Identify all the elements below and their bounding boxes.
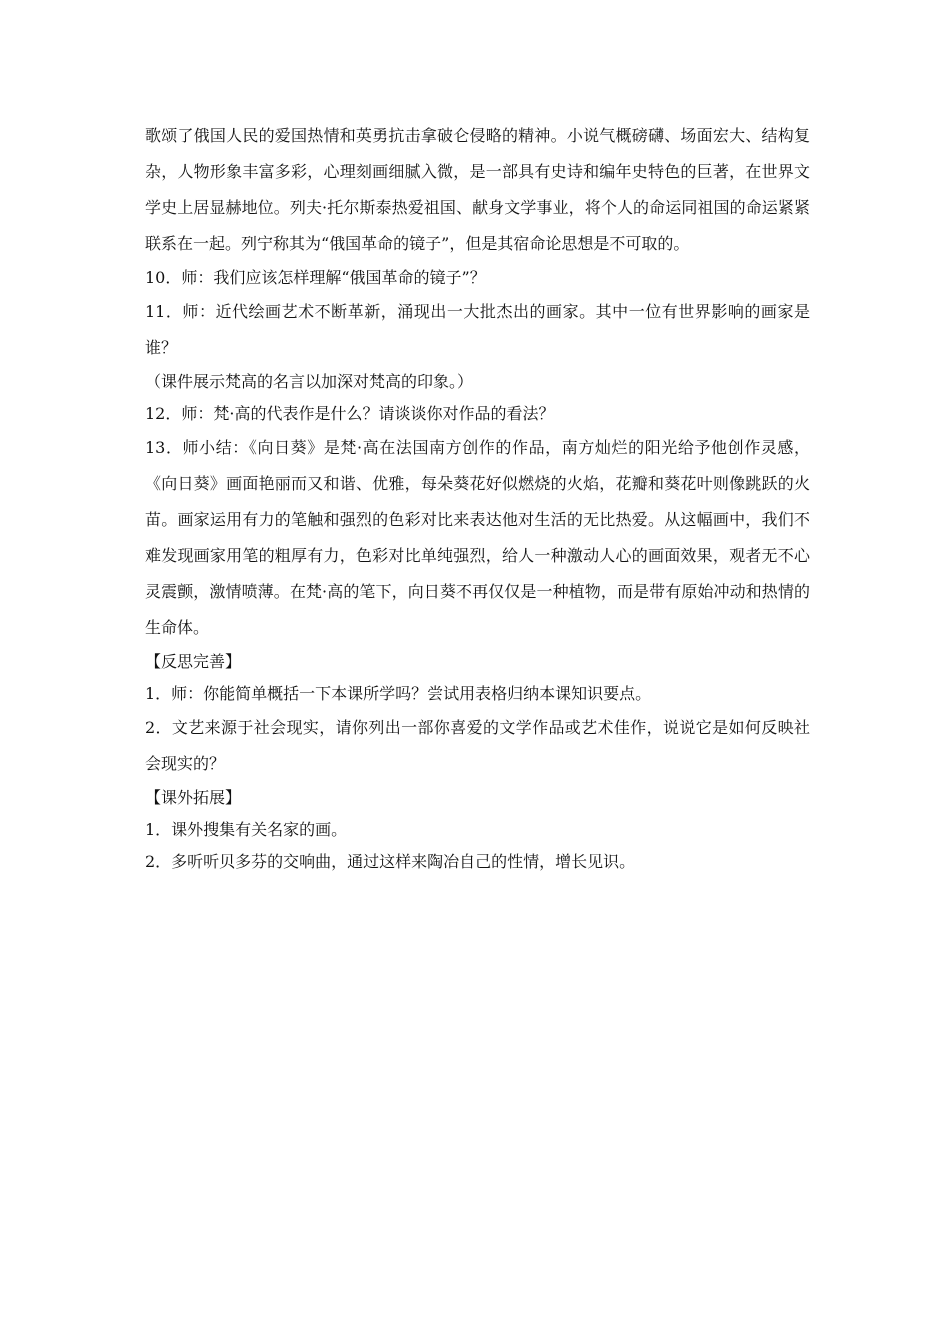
item-13: 13．师小结：《向日葵》是梵·高在法国南方创作的作品，南方灿烂的阳光给予他创作灵感，《向日葵》画面艳丽而又和谐、优雅，每朵葵花好似燃烧的火焰，花瓣和葵花叶则像跳跃的火苗。画家运用有力的笔触和强烈的色彩对比来表达他对生活的无比热爱。从这幅画中，我们不难发现画家用笔的粗厚有力，色彩对比单纯强烈，给人一种激动人心的画面效果，观者无不心灵震颤，激情喷薄。在梵·高的笔下，向日葵不再仅仅是一种植物，而是带有原始冲动和热情的生命体。 <box>145 438 810 637</box>
section-heading-reflect: 【反思完善】 <box>145 652 242 671</box>
extend-item-1: 1．课外搜集有关名家的画。 <box>145 820 348 839</box>
document-page <box>145 118 810 878</box>
reflect-item-2: 2．文艺来源于社会现实，请你列出一部你喜爱的文学作品或艺术佳作，说说它是如何反映社会现实的？ <box>145 718 810 773</box>
section-heading-extend: 【课外拓展】 <box>145 788 242 807</box>
note-courseware: （课件展示梵高的名言以加深对梵高的印象。） <box>145 372 474 391</box>
intro-paragraph: 歌颂了俄国人民的爱国热情和英勇抗击拿破仑侵略的精神。小说气概磅礴、场面宏大、结构复杂，人物形象丰富多彩，心理刻画细腻入微，是一部具有史诗和编年史特色的巨著，在世界文学史上居显赫地位。列夫·托尔斯泰热爱祖国、献身文学事业，将个人的命运同祖国的命运紧紧联系在一起。列宁称其为“俄国革命的镜子”，但是其宿命论思想是不可取的。 <box>145 126 810 253</box>
item-10: 10．师：我们应该怎样理解“俄国革命的镜子”？ <box>145 268 486 287</box>
item-11: 11．师：近代绘画艺术不断革新，涌现出一大批杰出的画家。其中一位有世界影响的画家是谁？ <box>145 302 810 357</box>
reflect-item-1: 1．师：你能简单概括一下本课所学吗？尝试用表格归纳本课知识要点。 <box>145 684 652 703</box>
item-12: 12．师：梵·高的代表作是什么？请谈谈你对作品的看法？ <box>145 404 555 423</box>
extend-item-2: 2．多听听贝多芬的交响曲，通过这样来陶冶自己的性情，增长见识。 <box>145 852 636 871</box>
